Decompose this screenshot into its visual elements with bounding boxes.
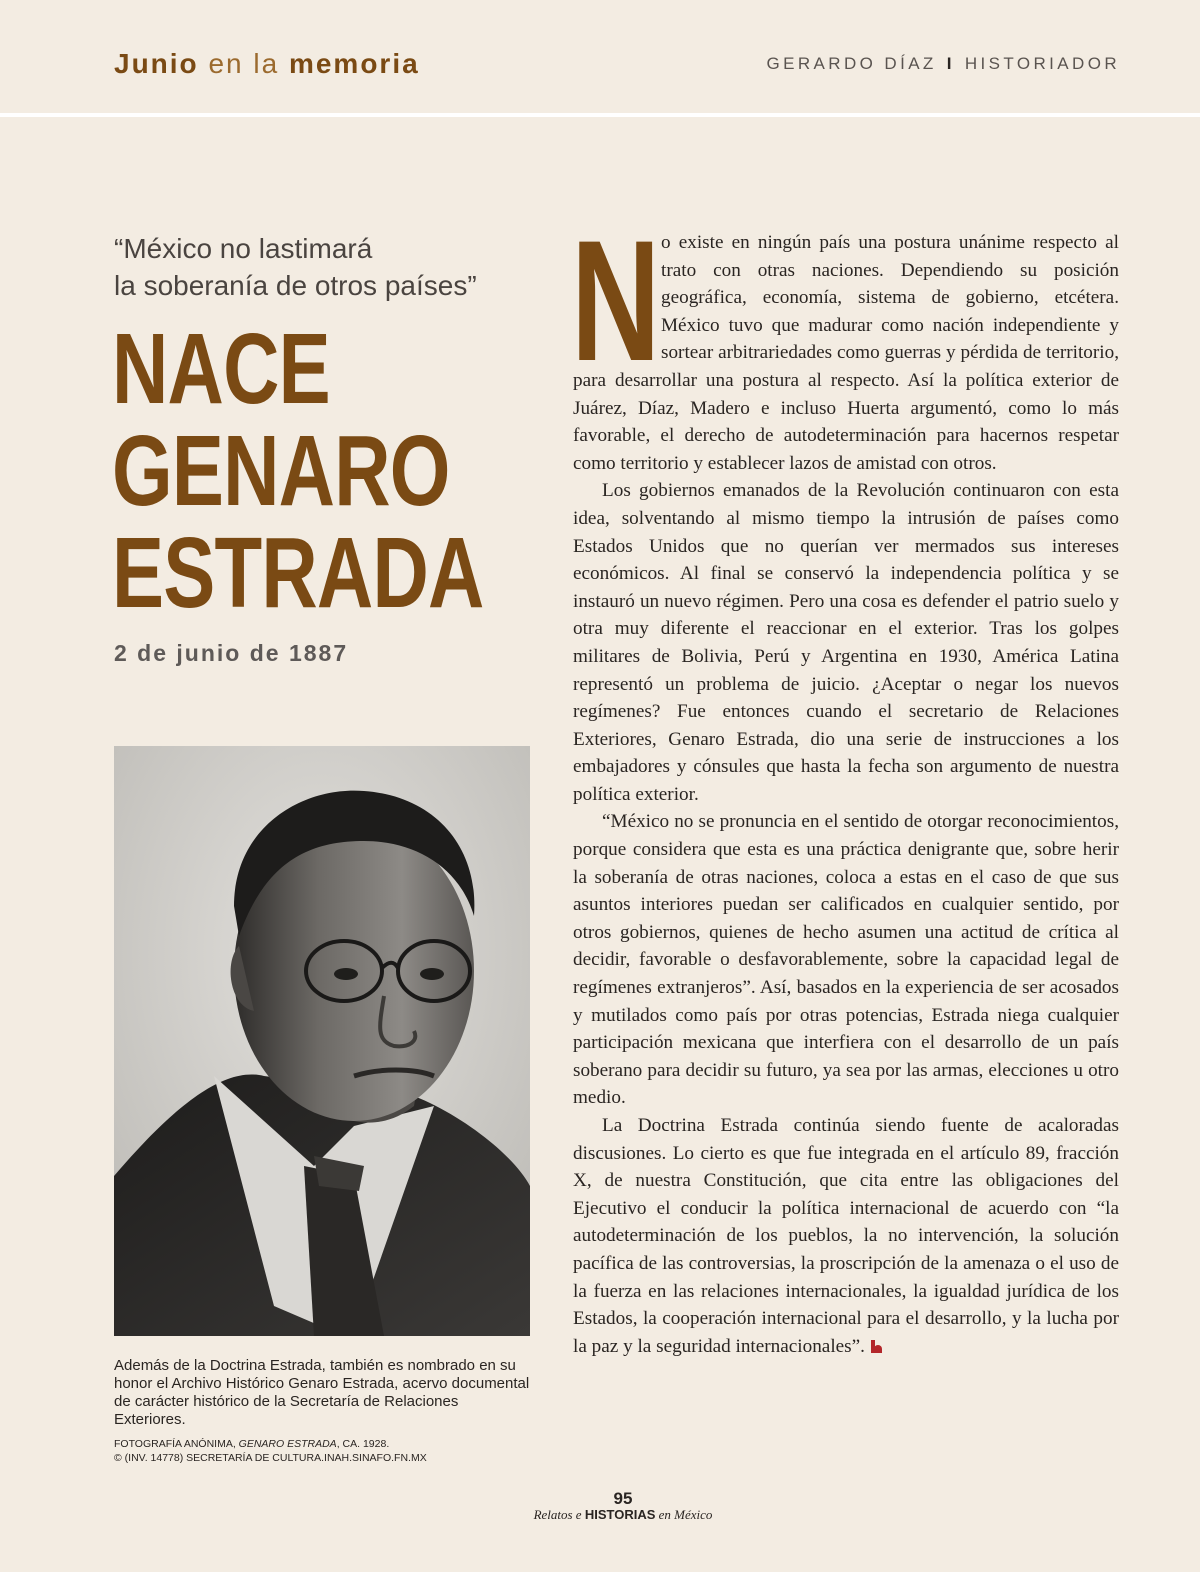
section-title (114, 48, 420, 80)
byline (767, 54, 1120, 74)
pub-part-2: en México (658, 1507, 713, 1522)
title-line-3: ESTRADA (112, 517, 484, 629)
portrait-illustration (114, 746, 530, 1336)
article-title (112, 313, 484, 629)
drop-cap (571, 205, 661, 397)
pull-quote-line-2: la soberanía de otros países” (114, 270, 477, 301)
portrait-photo (114, 746, 530, 1336)
credit-title: GENARO ESTRADA (238, 1438, 337, 1450)
end-mark-icon (871, 1340, 882, 1353)
header-divider (0, 113, 1200, 117)
photo-credit-line-1 (114, 1437, 534, 1451)
author-name: GERARDO DÍAZ (766, 54, 937, 73)
page-header (0, 0, 1200, 113)
credit-suffix: , CA. 1928. (336, 1438, 390, 1450)
pull-quote (114, 230, 544, 304)
author-role: HISTORIADOR (964, 54, 1120, 73)
paragraph-1 (571, 205, 1119, 477)
paragraph-1-text: o existe en ningún país una postura unánime respecto al trato con otras naciones. Dependiendo su posición geográfica, economía, sistema de gobierno, etcétera. México tuvo que madurar como nación independiente y sortear arbitrariedades como guerras y pérdida de territorio, para desarrollar una postura al respecto. Así la política exterior de Juárez, Díaz, Madero e incluso Huerta argumentó, como lo más favorable, el derecho de autodeterminación para hacernos respetar como territorio y establecer lazos de amistad con otros. (573, 232, 1119, 474)
paragraph-4-text: La Doctrina Estrada continúa siendo fuente de acaloradas discusiones. Lo cierto es que fue integrada en el artículo 89, fracción X, de nuestra Constitución, que cita entre las obligaciones del Ejecutivo el conducir la política internacional de acuerdo con “la autodeterminación de los pueblos, la no intervención, la solución pacífica de las controversias, la proscripción de la amenaza o el uso de la fuerza en las relaciones internacionales, la igualdad jurídica de los Estados, la cooperación internacional para el desarrollo, y la lucha por la paz y la seguridad internacionales”. (573, 1115, 1119, 1357)
article-date: 2 de junio de 1887 (114, 640, 349, 666)
pub-part-1: Relatos e (533, 1507, 582, 1522)
paragraph-3: “México no se pronuncia en el sentido de otorgar reconocimientos, porque considera que esta es una práctica denigrante que, sobre herir la soberanía de otras naciones, coloca a estas en el caso de que sus asuntos interiores puedan ser calificados en cualquier sentido, por otros gobiernos, quienes de hecho asumen una actitud de crítica al decidir, favorable o desfavorablemente, sobre la capacidad legal de regímenes extranjeros”. Así, basados en la experiencia de ser acosados y mutilados como país por otras potencias, Estrada niega cualquier participación mexicana que interfiera con el desarrollo de un país soberano para decidir su futuro, ya sea por las armas, elecciones u otro medio. (573, 811, 1119, 1109)
section-title-light: en la (208, 48, 280, 79)
pull-quote-line-1: “México no lastimará (114, 233, 373, 264)
drop-cap-letter: N (571, 205, 661, 397)
photo-credit (114, 1437, 534, 1465)
photo-credit-line-2: © (INV. 14778) SECRETARÍA DE CULTURA.INAH.SINAFO.FN.MX (114, 1452, 427, 1464)
page-footer (0, 1490, 1200, 1523)
section-title-bold-1: Junio (114, 48, 199, 79)
pub-bold: HISTORIAS (584, 1507, 656, 1522)
title-line-2: GENARO (112, 415, 450, 527)
paragraph-4 (573, 1112, 1119, 1360)
publication-name (0, 1507, 1200, 1523)
page-number: 95 (613, 1489, 633, 1508)
article-body (571, 205, 1119, 1360)
photo-caption: Además de la Doctrina Estrada, también es nombrado en su honor el Archivo Histórico Genaro Estrada, acervo documental de carácter histórico de la Secretaría de Relaciones Exteriores. (114, 1357, 530, 1428)
paragraph-2: Los gobiernos emanados de la Revolución continuaron con esta idea, solventando al mismo tiempo la intrusión de países como Estados Unidos que no querían ver mermados sus intereses económicos. Al final se conservó la independencia política y se instauró un nuevo régimen. Pero una cosa es defender el patrio suelo y otra muy diferente el reaccionar en el exterior. Tras los golpes militares de Bolivia, Perú y Argentina en 1930, América Latina representó un problema de juicio. ¿Aceptar o negar los nuevos regímenes? Fue entonces cuando el secretario de Relaciones Exteriores, Genaro Estrada, dio una serie de instrucciones a los embajadores y cónsules que hasta la fecha son argumento de nuestra política exterior. (573, 480, 1119, 805)
title-line-1: NACE (112, 313, 330, 425)
byline-separator: I (946, 54, 955, 73)
section-title-bold-2: memoria (288, 48, 420, 79)
credit-prefix: FOTOGRAFÍA ANÓNIMA, (114, 1438, 236, 1450)
